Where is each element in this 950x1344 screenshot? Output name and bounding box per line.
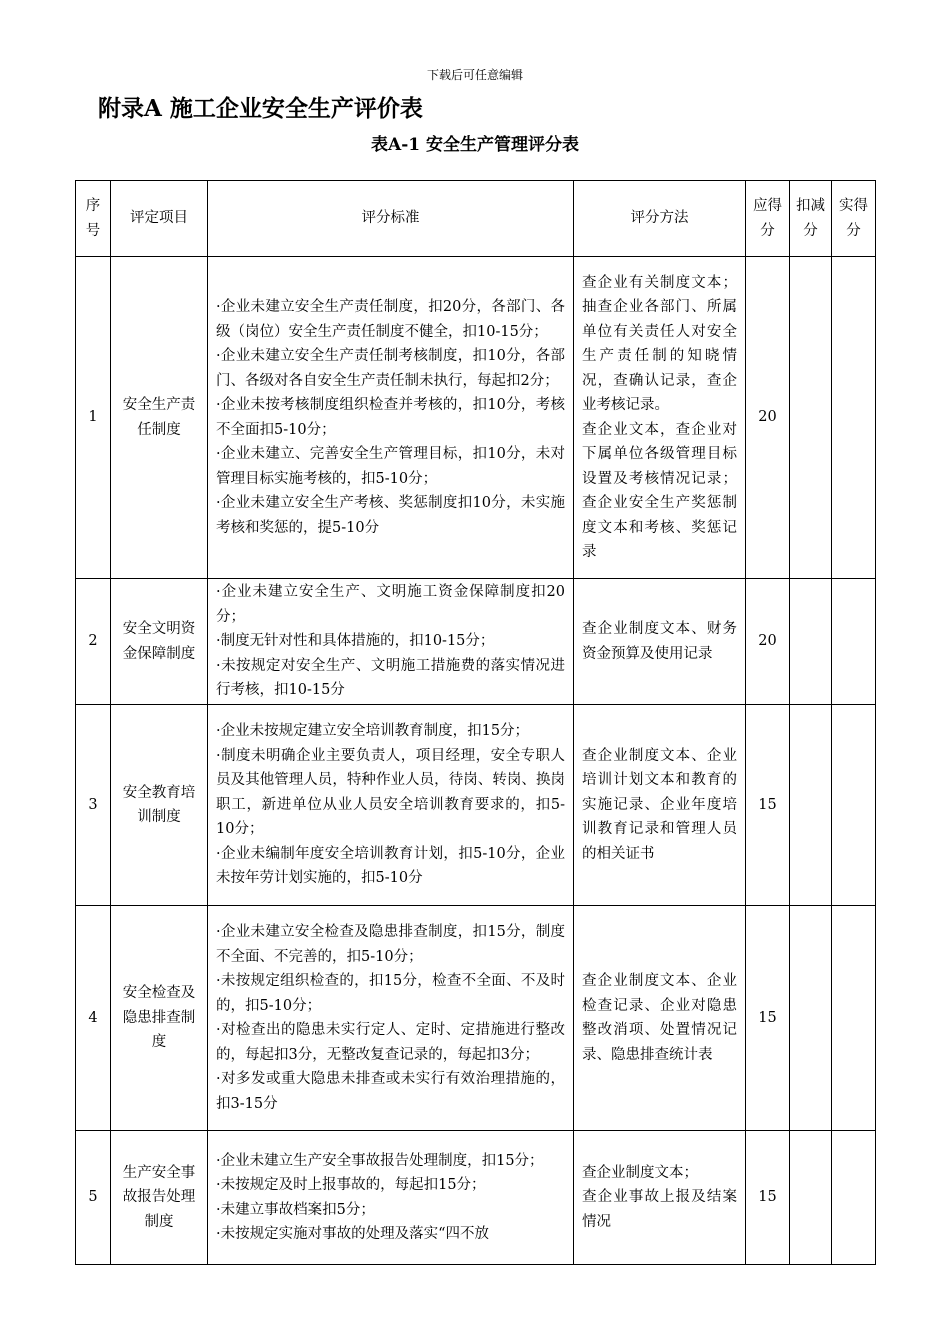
row-actual-score[interactable] <box>832 906 876 1131</box>
header-no: 序号 <box>76 181 111 257</box>
criteria-line: ·未按规定实施对事故的处理及落实“四不放 <box>216 1226 490 1242</box>
criteria-line: ·企业未建立安全检查及隐患排查制度，扣15分，制度不全面、不完善的，扣5-10分； <box>216 924 565 965</box>
table-row <box>76 1131 876 1265</box>
header-deduct-score: 扣减分 <box>790 181 832 257</box>
row-number: 1 <box>76 257 111 579</box>
table-row <box>76 579 876 705</box>
table-row <box>76 906 876 1131</box>
row-item: 安全生产责任制度 <box>111 257 208 579</box>
criteria-line: ·企业未建立安全生产考核、奖惩制度扣10分，未实施考核和奖惩的，提5-10分 <box>216 495 565 536</box>
criteria-line: ·企业未建立生产安全事故报告处理制度，扣15分； <box>216 1152 544 1169</box>
safety-management-score-table <box>75 180 876 1265</box>
method-line: 查企业文本，查企业对下属单位各级管理目标设置及考核情况记录；查企业安全生产奖惩制度文本和考核、奖惩记录 <box>582 421 737 560</box>
method-line: 查企业制度文本、财务资金预算及使用记录 <box>582 621 737 662</box>
row-criteria <box>208 705 574 906</box>
row-due-score: 20 <box>746 579 790 705</box>
row-due-score: 15 <box>746 705 790 906</box>
criteria-line: ·企业未按规定建立安全培训教育制度，扣15分； <box>216 723 530 740</box>
row-deduct-score[interactable] <box>790 705 832 906</box>
criteria-line: ·企业未建立安全生产、文明施工资金保障制度扣20分； <box>216 584 565 625</box>
top-note: 下载后可任意编辑 <box>426 68 523 82</box>
row-number: 5 <box>76 1131 111 1265</box>
method-line: 查企业制度文本、企业培训计划文本和教育的实施记录、企业年度培训教育记录和管理人员的相关证书 <box>582 747 737 862</box>
header-due-score: 应得分 <box>746 181 790 257</box>
row-actual-score[interactable] <box>832 257 876 579</box>
criteria-line: ·对多发或重大隐患未排查或未实行有效治理措施的，扣3-15分 <box>216 1071 565 1112</box>
row-method <box>574 579 746 705</box>
method-line: 查企业有关制度文本；抽查企业各部门、所属单位有关责任人对安全生产责任制的知晓情况，查确认记录，查企业考核记录。 <box>582 274 737 413</box>
row-actual-score[interactable] <box>832 705 876 906</box>
row-item: 安全教育培训制度 <box>111 705 208 906</box>
criteria-line: ·对检查出的隐患未实行定人、定时、定措施进行整改的，每起扣3分，无整改复查记录的，每起扣3分； <box>216 1022 565 1063</box>
row-method <box>574 1131 746 1265</box>
appendix-title: 附录A 施工企业安全生产评价表 <box>98 95 423 122</box>
criteria-line: ·制度未明确企业主要负责人，项目经理，安全专职人员及其他管理人员，特种作业人员，待岗、转岗、换岗职工，新进单位从业人员安全培训教育要求的，扣5-10分； <box>216 747 565 838</box>
table-row <box>76 705 876 906</box>
row-method <box>574 705 746 906</box>
row-number: 4 <box>76 906 111 1131</box>
row-number: 2 <box>76 579 111 705</box>
row-due-score: 15 <box>746 1131 790 1265</box>
row-criteria <box>208 1131 574 1265</box>
criteria-line: ·企业未建立、完善安全生产管理目标，扣10分，未对管理目标实施考核的，扣5-10分； <box>216 446 565 487</box>
row-actual-score[interactable] <box>832 579 876 705</box>
criteria-line: ·未建立事故档案扣5分； <box>216 1201 375 1218</box>
row-due-score: 15 <box>746 906 790 1131</box>
row-deduct-score[interactable] <box>790 257 832 579</box>
row-item: 生产安全事故报告处理制度 <box>111 1131 208 1265</box>
criteria-line: ·企业未建立安全生产责任制度，扣20分，各部门、各级（岗位）安全生产责任制度不健全，扣10-15分； <box>216 299 565 340</box>
header-criteria: 评分标准 <box>208 181 574 257</box>
criteria-line: ·未按规定对安全生产、文明施工措施费的落实情况进行考核，扣10-15分 <box>216 657 565 699</box>
row-item: 安全文明资金保障制度 <box>111 579 208 705</box>
criteria-line: ·制度无针对性和具体措施的，扣10-15分； <box>216 633 495 650</box>
row-due-score: 20 <box>746 257 790 579</box>
row-method <box>574 906 746 1131</box>
row-deduct-score[interactable] <box>790 579 832 705</box>
criteria-line: ·未按规定组织检查的，扣15分，检查不全面、不及时的，扣5-10分； <box>216 973 565 1014</box>
table-row <box>76 257 876 579</box>
method-line: 查企业事故上报及结案情况 <box>582 1189 737 1230</box>
row-criteria <box>208 906 574 1131</box>
criteria-line: ·企业未编制年度安全培训教育计划，扣5-10分，企业未按年劳计划实施的，扣5-10分 <box>216 845 565 887</box>
row-number: 3 <box>76 705 111 906</box>
row-criteria <box>208 257 574 579</box>
method-line: 查企业制度文本； <box>582 1164 698 1181</box>
method-line: 查企业制度文本、企业检查记录、企业对隐患整改消项、处置情况记录、隐患排查统计表 <box>582 973 737 1063</box>
row-method <box>574 257 746 579</box>
criteria-line: ·企业未建立安全生产责任制考核制度，扣10分，各部门、各级对各自安全生产责任制未执行，每起扣2分； <box>216 348 565 389</box>
row-item: 安全检查及隐患排查制度 <box>111 906 208 1131</box>
row-criteria <box>208 579 574 705</box>
row-deduct-score[interactable] <box>790 906 832 1131</box>
row-deduct-score[interactable] <box>790 1131 832 1265</box>
header-actual-score: 实得分 <box>832 181 876 257</box>
header-method: 评分方法 <box>574 181 746 257</box>
table-header-row <box>76 181 876 257</box>
header-item: 评定项目 <box>111 181 208 257</box>
criteria-line: ·企业未按考核制度组织检查并考核的，扣10分，考核不全面扣5-10分； <box>216 397 565 438</box>
table-title: 表A-1 安全生产管理评分表 <box>371 135 579 155</box>
criteria-line: ·未按规定及时上报事故的，每起扣15分； <box>216 1177 486 1193</box>
row-actual-score[interactable] <box>832 1131 876 1265</box>
